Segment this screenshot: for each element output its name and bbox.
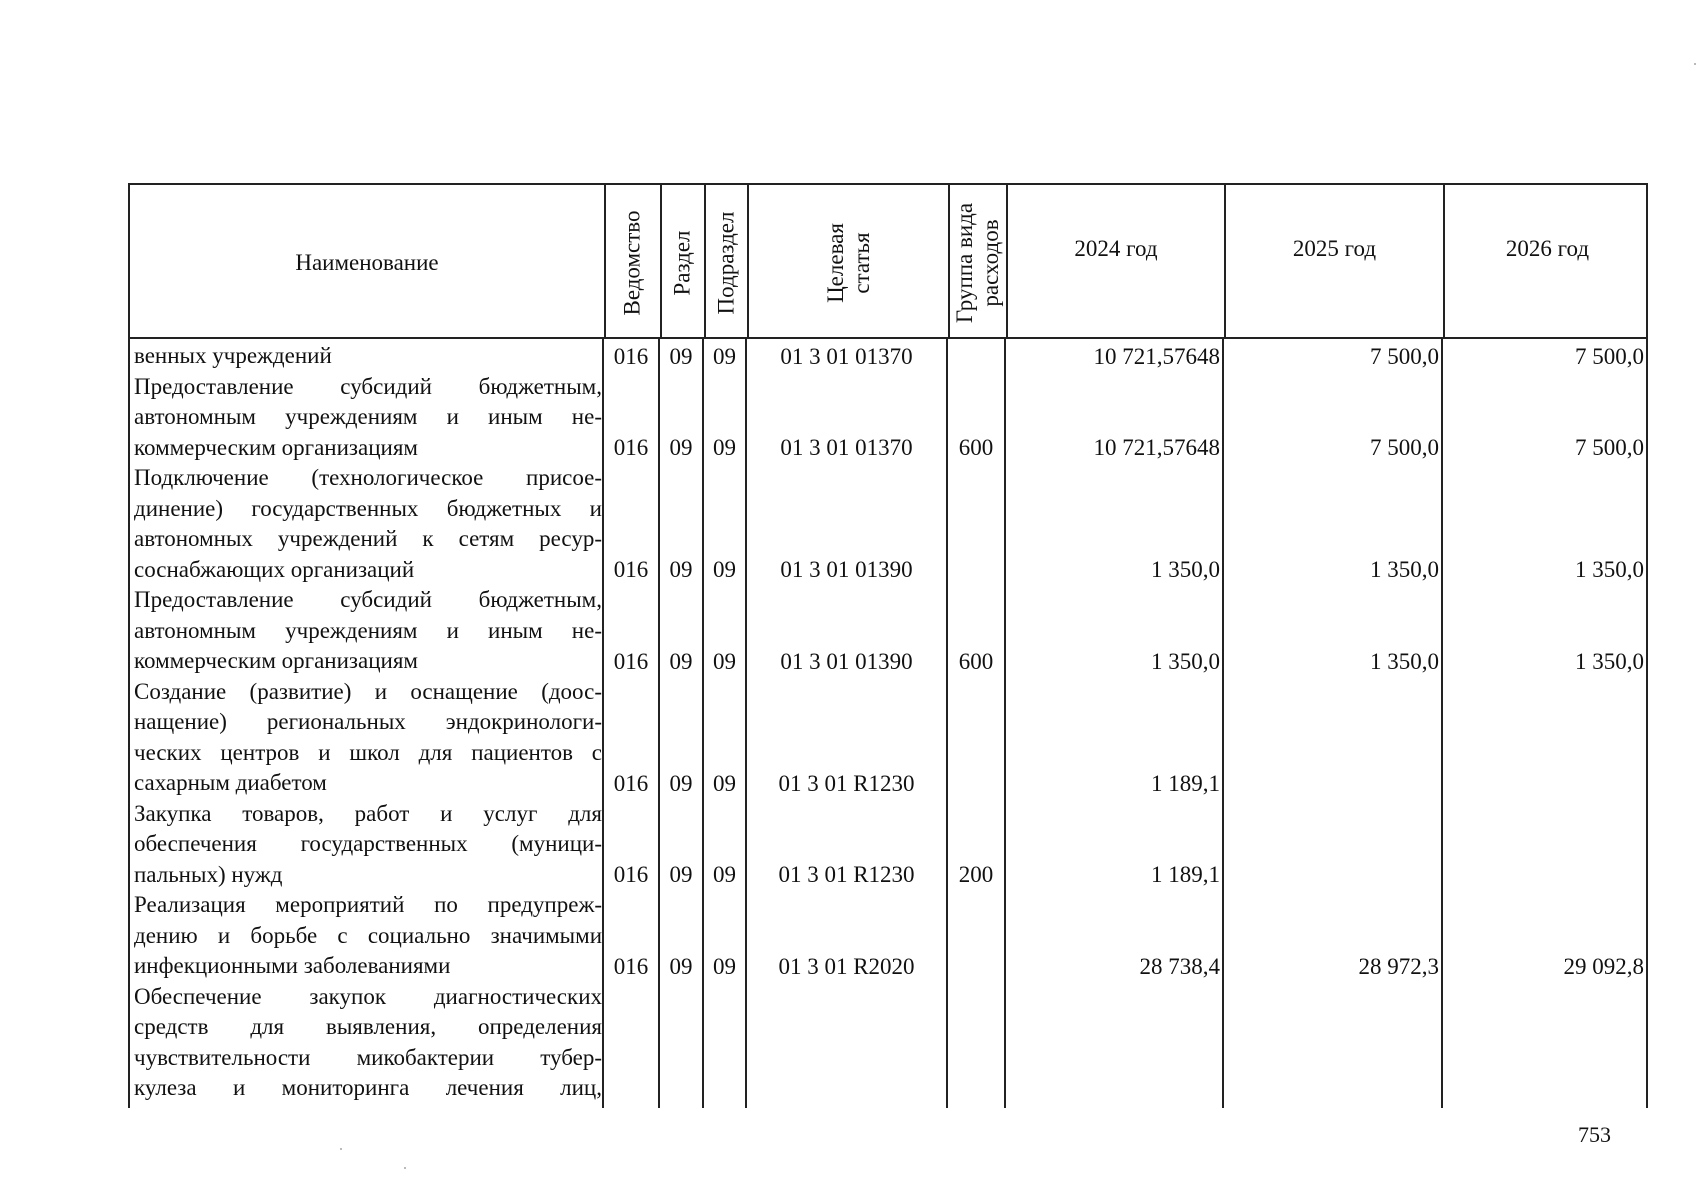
row-2024: 1 189,1 <box>1151 770 1220 796</box>
row-2024: 1 350,0 <box>1151 648 1220 674</box>
row-name <box>134 799 602 891</box>
row-2026: 29 092,8 <box>1563 953 1644 979</box>
row-2024: 10 721,57648 <box>1093 435 1220 460</box>
table-row <box>128 677 1648 799</box>
row-name-line: инфекционными заболеваниями <box>134 953 451 978</box>
row-name-line: коммерческим организациям <box>134 434 418 460</box>
table-row <box>128 982 1648 1104</box>
header-vedomstvo <box>606 185 660 341</box>
row-name-line: обеспечения государственных (муници- <box>134 831 602 856</box>
row-name <box>134 890 602 982</box>
row-2025: 28 972,3 <box>1358 953 1439 979</box>
header-2026-text: 2026 год <box>1505 236 1590 261</box>
row-target: 01 3 01 01370 <box>780 343 913 369</box>
row-group: 600 <box>958 648 994 674</box>
table-header <box>128 183 1648 339</box>
header-2025 <box>1226 185 1443 341</box>
header-2024-text: 2024 год <box>1074 236 1158 261</box>
header-group-text <box>952 203 1004 323</box>
row-name <box>134 341 602 372</box>
row-name-line: ческих центров и школ для пациентов с <box>134 739 602 765</box>
row-name-line: автономным учреждениям и иным не- <box>134 617 602 643</box>
row-vedomstvo: 016 <box>613 862 649 887</box>
header-group-line2: расходов <box>978 219 1004 307</box>
row-group: 600 <box>958 435 994 460</box>
scan-speck <box>340 1148 342 1150</box>
row-name-line: автономных учреждений к сетям ресур- <box>134 526 602 551</box>
row-target: 01 3 01 01370 <box>780 435 913 460</box>
header-razdel-text: Раздел <box>670 230 695 296</box>
table-row <box>128 463 1648 585</box>
row-2024: 1 350,0 <box>1151 557 1220 582</box>
table-row <box>128 890 1648 982</box>
header-2024 <box>1008 185 1224 341</box>
row-name <box>134 677 602 799</box>
row-name-line: сахарным диабетом <box>134 770 327 795</box>
row-name-line: Закупка товаров, работ и услуг для <box>134 800 602 826</box>
header-2025-text: 2025 год <box>1292 236 1377 261</box>
row-razdel: 09 <box>669 770 693 796</box>
row-podrazdel: 09 <box>713 770 736 796</box>
row-name-line: динение) государственных бюджетных и <box>134 495 602 521</box>
row-name-line: Предоставление субсидий бюджетным, <box>134 373 602 399</box>
row-vedomstvo: 016 <box>613 557 649 582</box>
header-name-text: Наименование <box>295 250 439 275</box>
row-name-line: дению и борьбе с социально значимыми <box>134 922 602 948</box>
header-target <box>749 185 948 341</box>
header-2026 <box>1445 185 1650 341</box>
row-vedomstvo: 016 <box>613 770 649 796</box>
header-razdel <box>662 185 704 341</box>
row-vedomstvo: 016 <box>613 648 649 674</box>
header-group <box>950 185 1006 341</box>
row-name-line: Подключение (технологическое присое- <box>134 465 602 490</box>
row-target: 01 3 01 01390 <box>780 648 913 674</box>
row-2026: 1 350,0 <box>1575 557 1644 582</box>
row-2025: 1 350,0 <box>1370 648 1439 674</box>
page-number: 753 <box>1578 1122 1611 1147</box>
row-name-line: нащение) региональных эндокринологи- <box>134 709 602 734</box>
row-2024: 1 189,1 <box>1151 862 1220 887</box>
row-razdel: 09 <box>669 435 693 460</box>
row-2026: 7 500,0 <box>1575 343 1644 369</box>
row-podrazdel: 09 <box>713 953 736 979</box>
row-target: 01 3 01 R1230 <box>778 862 915 887</box>
row-target: 01 3 01 R1230 <box>778 770 915 796</box>
row-2024: 10 721,57648 <box>1093 343 1220 369</box>
row-podrazdel: 09 <box>713 862 736 887</box>
row-name <box>134 372 602 464</box>
header-group-line1: Группа вида <box>952 202 978 324</box>
table-row <box>128 372 1648 464</box>
row-2025: 1 350,0 <box>1370 557 1439 582</box>
row-name-line: чувствительности микобактерии тубер- <box>134 1044 602 1070</box>
table-row <box>128 799 1648 891</box>
row-name <box>134 463 602 585</box>
row-group: 200 <box>958 862 994 887</box>
row-podrazdel: 09 <box>713 343 736 369</box>
row-target: 01 3 01 R2020 <box>778 953 915 979</box>
header-target-line2: статья <box>848 232 874 294</box>
row-name-line: венных учреждений <box>134 343 332 368</box>
row-2026: 1 350,0 <box>1575 648 1644 674</box>
row-vedomstvo: 016 <box>613 343 649 369</box>
row-2025: 7 500,0 <box>1370 343 1439 369</box>
header-name <box>130 185 604 341</box>
row-podrazdel: 09 <box>713 435 736 460</box>
row-name-line: соснабжающих организаций <box>134 556 415 582</box>
header-vedomstvo-text: Ведомство <box>620 210 645 316</box>
header-target-text <box>822 223 874 303</box>
budget-table <box>128 183 1648 1108</box>
row-name-line: Создание (развитие) и оснащение (доос- <box>134 678 602 704</box>
row-name <box>134 982 602 1104</box>
row-razdel: 09 <box>669 648 693 674</box>
table-row <box>128 341 1648 372</box>
header-target-line1: Целевая <box>822 223 848 303</box>
row-podrazdel: 09 <box>713 648 736 674</box>
row-razdel: 09 <box>669 343 693 369</box>
row-name-line: средств для выявления, определения <box>134 1014 602 1039</box>
header-podrazdel-text: Подраздел <box>713 211 739 315</box>
row-name <box>134 585 602 677</box>
row-razdel: 09 <box>669 557 693 582</box>
scan-speck <box>404 1167 406 1169</box>
row-2024: 28 738,4 <box>1139 953 1220 979</box>
row-name-line: автономным учреждениям и иным не- <box>134 404 602 429</box>
row-name-line: кулеза и мониторинга лечения лиц, <box>134 1075 602 1100</box>
row-name-line: Предоставление субсидий бюджетным, <box>134 587 602 612</box>
row-name-line: коммерческим организациям <box>134 648 418 673</box>
row-name-line: Обеспечение закупок диагностических <box>134 983 602 1009</box>
row-target: 01 3 01 01390 <box>780 557 913 582</box>
row-razdel: 09 <box>669 953 693 979</box>
row-podrazdel: 09 <box>713 557 736 582</box>
row-razdel: 09 <box>669 862 693 887</box>
row-vedomstvo: 016 <box>613 953 649 979</box>
table-row <box>128 585 1648 677</box>
row-2026: 7 500,0 <box>1575 435 1644 460</box>
header-podrazdel <box>706 185 747 341</box>
row-vedomstvo: 016 <box>613 435 649 460</box>
row-2025: 7 500,0 <box>1370 435 1439 460</box>
row-name-line: Реализация мероприятий по предупреж- <box>134 892 602 917</box>
row-name-line: пальных) нужд <box>134 861 283 887</box>
